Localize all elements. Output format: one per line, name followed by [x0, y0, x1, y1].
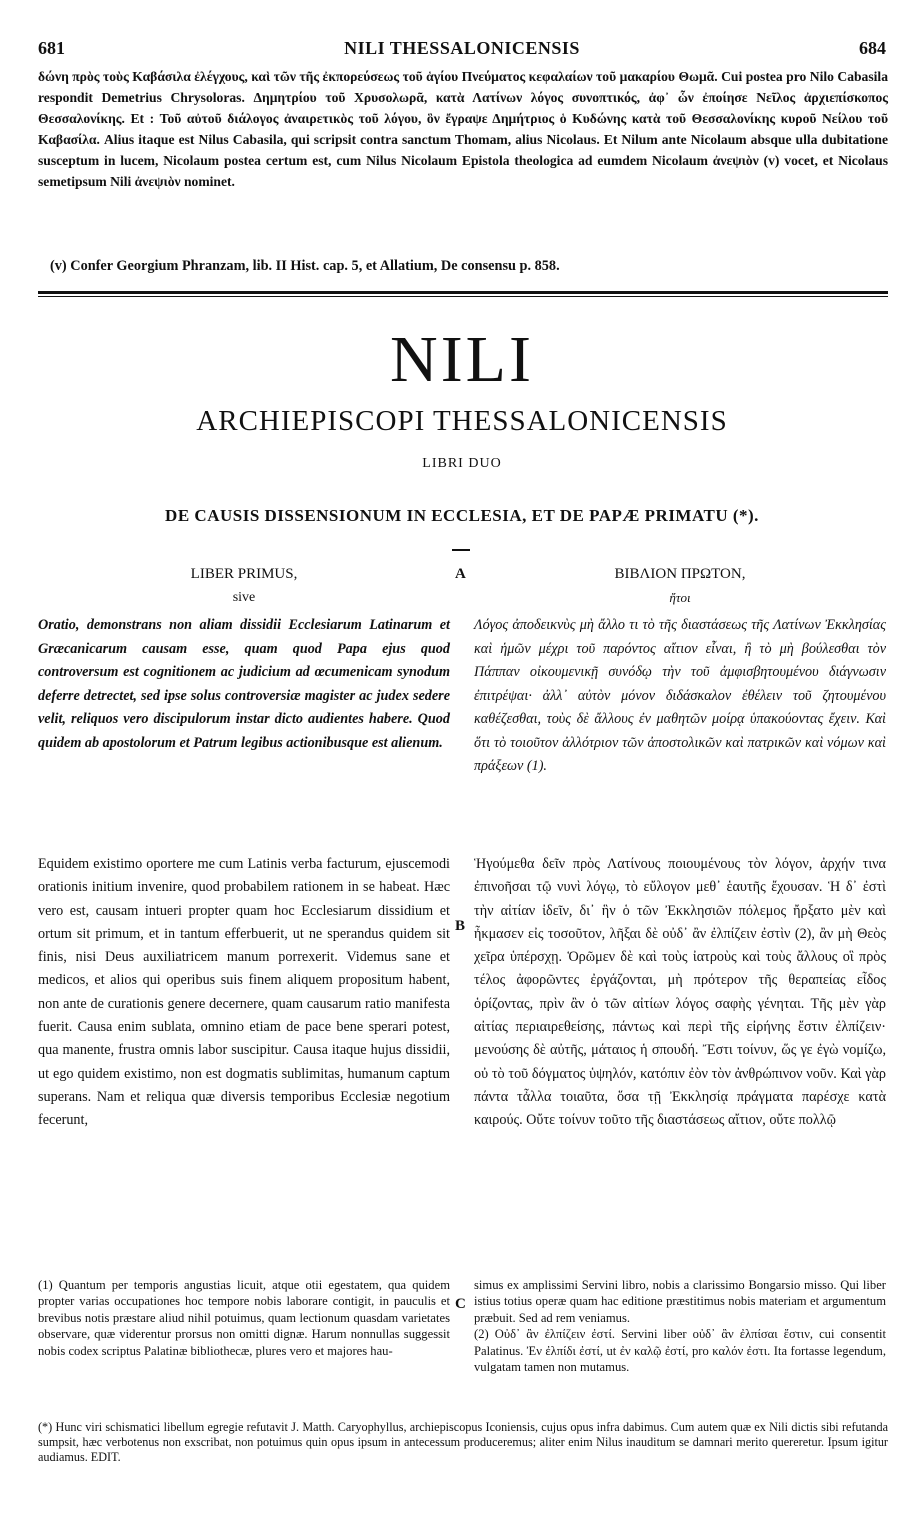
divider-thin — [38, 296, 888, 297]
right-heading: ΒΙΒΛΙΟΝ ΠΡΩΤΟΝ, — [614, 566, 746, 582]
title-libri: LIBRI DUO — [422, 456, 502, 471]
right-footnotes — [474, 1277, 886, 1375]
right-body — [474, 853, 886, 1133]
page-number-right: 684 — [859, 38, 886, 58]
bottom-note — [38, 1420, 888, 1465]
intro-paragraph — [38, 66, 888, 192]
marker-a: A — [455, 566, 466, 582]
title-main: NILI — [390, 323, 534, 396]
marker-c: C — [455, 1296, 466, 1312]
note-v: (v) Confer Georgium Phranzam, lib. II Hist. cap. 5, et Allatium, De consensu p. 858. — [50, 258, 560, 274]
running-header — [38, 38, 886, 62]
title-description: DE CAUSIS DISSENSIONUM IN ECCLESIA, ET DE PAPÆ PRIMATU (*). — [165, 506, 759, 525]
right-footnote-2: (2) Οὐδ᾽ ἂν ἐλπίζειν ἐστί. Servini liber οὐδ᾽ ἂν ἐλπίσαι ἔστιν, cui consentit Palatinus. Ἐν ἐλπίδι ἐστί, ut ἐν καλῷ ἐστί, pro καλόν ἐστι. Ita fortasse legendum, vulgatam tamen non mutamus. — [474, 1327, 886, 1375]
left-heading: LIBER PRIMUS, — [190, 566, 298, 582]
page-number-left: 681 — [38, 38, 65, 58]
left-sive: sive — [232, 590, 256, 605]
left-footnote-text: (1) Quantum per temporis angustias licuit, atque otii egestatem, qua quidem propter varias occupationes hoc tempore nobis laborare contigit, in pauculis et brevibus notis præstare aliud nihil potuimus, quam lectionum quasdam varietates observare, quæ viderentur prorsus non omitti dignæ. Harum nonnullas suggessit nobis codex scriptus Palatinæ bibliothecæ, plures vero et majores hau- — [38, 1278, 450, 1358]
right-argument — [474, 614, 886, 779]
right-etoi: ἤτοι — [669, 590, 691, 605]
right-argument-text: Λόγος ἀποδεικνὺς μὴ ἄλλο τι τὸ τῆς διαστάσεως τῆς Λατίνων Ἐκκλησίας καὶ ἡμῶν μέχρι τοῦ παρόντος αἴτιον εἶναι, ἢ τὸ μὴ βούλεσθαι τὸν Πάππαν οἰκουμενικῇ συνόδῳ τὴν τοῦ ἀμφισβητουμένου διάγνωσιν ἐπιτρέψαι· ἀλλ᾽ αὐτὸν μόνον διδάσκαλον ἐθέλειν τοῦ ζητουμένου καθέζεσθαι, τοὺς δὲ ἄλλους ἐν μαθητῶν μοίρᾳ ὑπακούοντας ἔχειν. Καὶ ὅτι τὸ τοιοῦτον ἀλλότριον τῶν ἀποστολικῶν καὶ πατρικῶν καὶ νόμων καὶ πράξεων (1). — [474, 617, 886, 774]
title-dash — [452, 549, 470, 551]
left-footnote — [38, 1277, 450, 1359]
title-subtitle: ARCHIEPISCOPI THESSALONICENSIS — [196, 405, 728, 437]
intro-text: δώνη πρὸς τοὺς Καβάσιλα ἐλέγχους, καὶ τῶν τῆς ἐκπορεύσεως τοῦ ἁγίου Πνεύματος κεφαλαίων τοῦ μακαρίου Θωμᾶ. Cui postea pro Nilo Cabasila respondit Demetrius Chrysoloras. Δημητρίου τοῦ Χρυσολωρᾶ, κατὰ Λατίνων λόγος συνοπτικός, ἀφ᾽ ὧν ἐποίησε Νεῖλος ἀρχιεπίσκοπος Θεσσαλονίκης. Et : Τοῦ αὐτοῦ διάλογος ἀναιρετικὸς τοῦ λόγου, ὃν ἔγραψε Δημήτριος ὁ Κυδώνης κατὰ τοῦ Θεσσαλονίκης κυροῦ Νείλου τοῦ Καβασίλα. Alius itaque est Nilus Cabasila, qui scripsit contra sanctum Thomam, alius Nicolaus. Et Nilum ante Nicolaum absque ulla dubitatione susceptum in lucem, Nicolaum postea certum est, cum Nilus Nicolaum Epistola theologica ad eumdem Nicolaum ἀνεψιὸν (v) vocet, et Nicolaus semetipsum Nili ἀνεψιὸν nominet. — [38, 69, 888, 189]
running-title: NILI THESSALONICENSIS — [344, 38, 580, 58]
left-argument — [38, 614, 450, 755]
divider-thick — [38, 291, 888, 294]
right-footnote-cont: simus ex amplissimi Servini libro, nobis a clarissimo Bongarsio misso. Qui liber istius totius operæ quam hac editione præstitimus nobis materiam et argumentum præbuit. Sed ad rem veniamus. — [474, 1278, 886, 1325]
marker-b: B — [455, 918, 466, 934]
left-argument-text: Oratio, demonstrans non aliam dissidii Ecclesiarum Latinarum et Græcanicarum causam esse, quam quod Papa ejus quod controversum est cognitionem ac judicium ad œcumenicam synodum deferre detrectet, sed ipse solus controversiæ magister ac judex sedere velit, reliquos vero discipulorum instar dicto audientes habere. Quod quidem ab apostolorum et Patrum legibus actionibusque est alienum. — [38, 617, 450, 751]
bottom-note-text: (*) Hunc viri schismatici libellum egregie refutavit J. Matth. Caryophyllus, archiepiscopus Iconiensis, cujus opus infra dabimus. Cum autem quæ ex Nili dictis sibi refutanda sumpsit, hæc verbotenus non exscribat, non potuimus quin opus ipsum in antecessum produceremus; aliter enim Nilus inauditum se damnari merito quereretur. Ipsum igitur audiamus. EDIT. — [38, 1420, 888, 1464]
left-body — [38, 853, 450, 1133]
left-body-text: Equidem existimo oportere me cum Latinis verba facturum, ejuscemodi orationis initium invenire, quod probabilem rationem in se habeat. Hæc vero est, causam intueri propter quam hoc Ecclesiarum dissidium et ortum sit primum, et in tantum efferbuerit, ut ne sperandus quidem sit finis, nisi Deus auxiliatricem manum porrexerit. Videmus sane et medicos, et alios qui operibus suis finem aliquem propositum habent, non ante de curationis genere decernere, quam causarum ratio manifesta fuerit. Causa enim sublata, omnino etiam de pace bene sperari potest, qua manente, frustra omnis labor suscipitur. Causa itaque hujus dissidii, ut ego quidem existimo, non est dogmatis sublimitas, humanum captum superans. Nam et reliqua quæ diversis temporibus Ecclesiæ negotium fecerunt, — [38, 856, 450, 1129]
right-body-text: Ἡγούμεθα δεῖν πρὸς Λατίνους ποιουμένους τὸν λόγον, ἀρχήν τινα ἐπινοῆσαι τῷ νυνὶ λόγῳ, τὸ εὔλογον μεθ᾽ ἑαυτῆς ἔχουσαν. Ἡ δ᾽ ἐστὶ τὴν αἰτίαν ἰδεῖν, δι᾽ ἣν ὁ τῶν Ἐκκλησιῶν πόλεμος ἤρξατο μὲν καὶ ἦκμασεν εἰς τοσοῦτον, λῆξαι δὲ οὐδ᾽ ἂν ἐλπίζειν ἐστὶν (2), ἂν μὴ Θεὸς χεῖρα ὑπέρσχῃ. Ὁρῶμεν δὲ καὶ τοὺς ἰατροὺς καὶ τοὺς ἄλλους οἳ πρὸς τέλος ἀφορῶντες ἐργάζονται, μὴ πρότερον τῆς θεραπείας εἶδος ὁρίζοντας, πρὶν ἂν ὁ τῶν αἰτίων λόγος σαφὴς γένηται. Τῆς μὲν γὰρ αἰτίας περιαιρεθείσης, πάντως καὶ περὶ τῆς εἰρήνης ἔστιν ἐλπίζειν· μενούσης δὲ αὐτῆς, μάταιος ἡ σπουδή. Ἔστι τοίνυν, ὥς γε ἐγὼ νομίζω, οὐ τὸ τοῦ δόγματος ὑψηλόν, κατόπιν ἐὸν τὸν ἀνθρώπινον νοῦν. Καὶ γὰρ πάντα τἆλλα τοιαῦτα, ὅσα τῇ Ἐκκλησίᾳ πράγματα παρέσχε κατὰ καιρούς. Οὔτε τοίνυν τοῦτο τῆς διαστάσεως αἴτιον, οὔτε πολλῷ — [474, 856, 886, 1129]
